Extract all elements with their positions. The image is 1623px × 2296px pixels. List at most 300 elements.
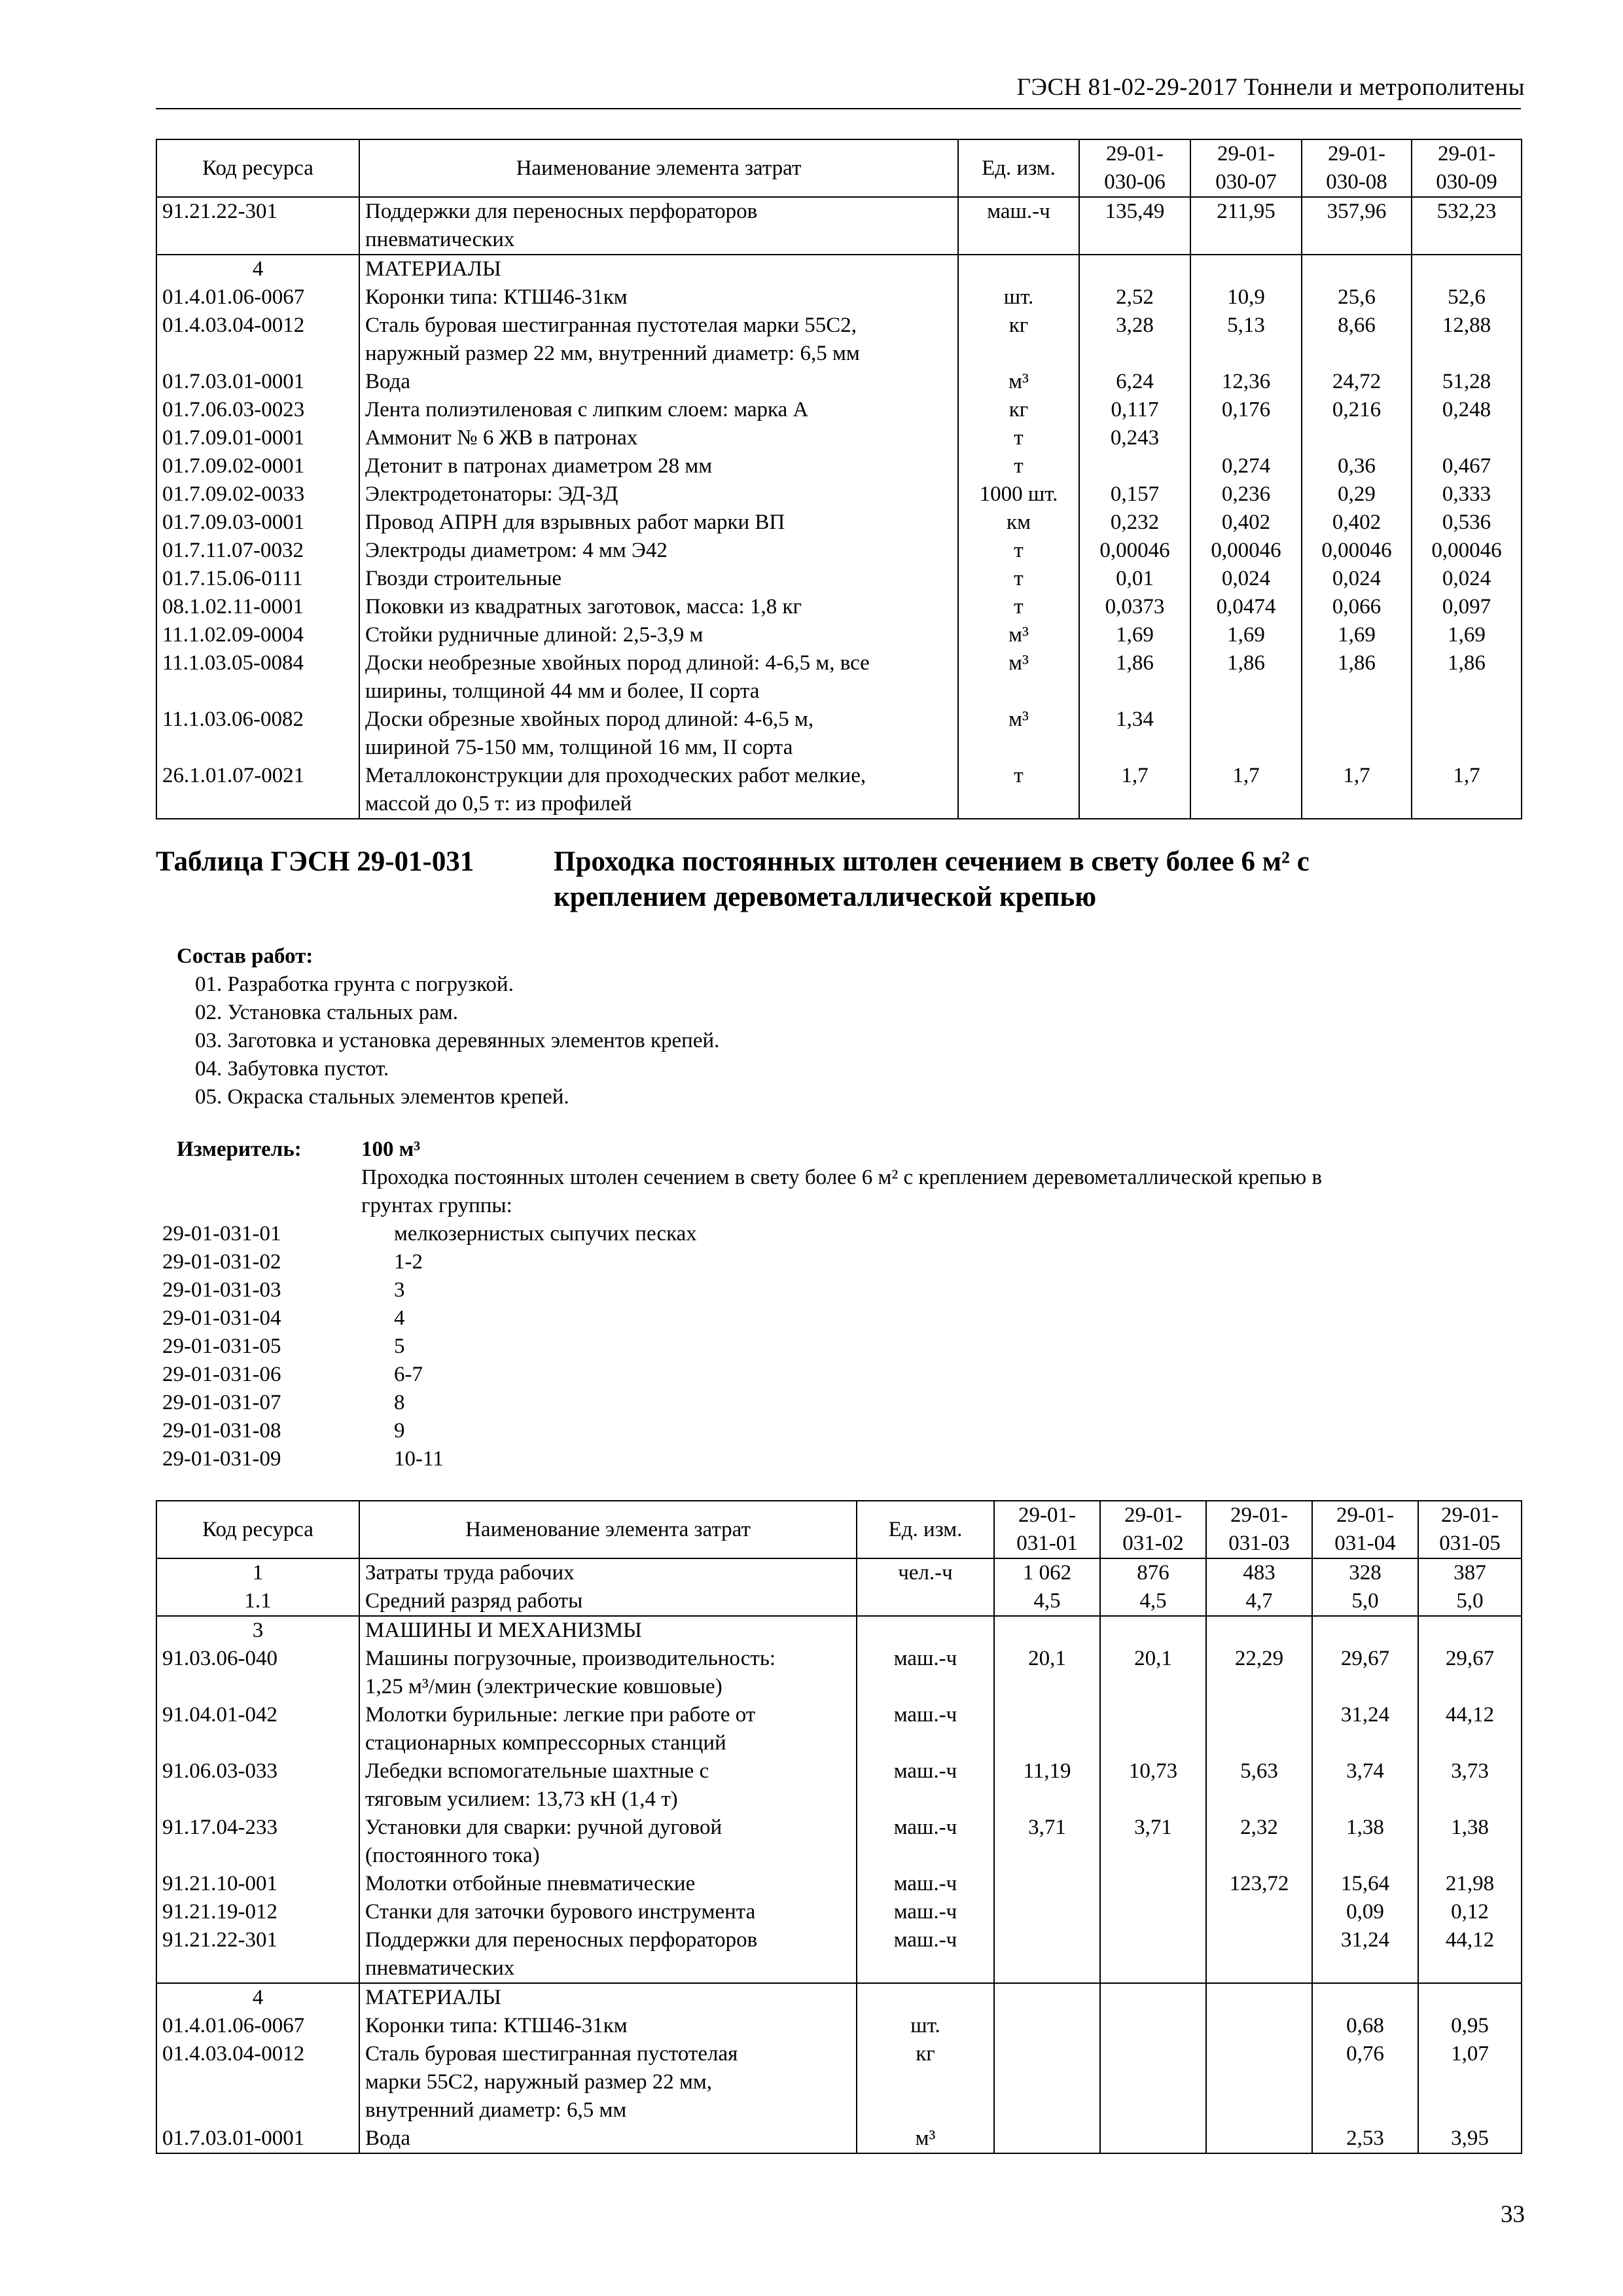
- resource-name-line: шириной 75-150 мм, толщиной 16 мм, II сорта: [365, 736, 793, 759]
- value-cell: 11,19: [994, 1757, 1100, 1814]
- table-row: [156, 197, 1522, 255]
- running-header: ГЭСН 81-02-29-2017 Тоннели и метрополитены: [1016, 74, 1525, 101]
- soil-group-code: 29-01-031-08: [162, 1419, 281, 1443]
- resource-code: 01.4.03.04-0012: [156, 2040, 359, 2125]
- value-cell: 0,216: [1302, 396, 1412, 424]
- value-cell: 1,69: [1302, 621, 1412, 649]
- value-cell: 211,95: [1190, 197, 1302, 255]
- column-header: [1206, 1501, 1312, 1558]
- column-header: Ед. изм.: [857, 1501, 994, 1558]
- resource-code: 01.7.09.02-0033: [156, 480, 359, 509]
- value-cell: [1302, 424, 1412, 452]
- value-cell: 0,236: [1190, 480, 1302, 509]
- value-cell: 29,67: [1312, 1645, 1418, 1701]
- resource-name-line: Затраты труда рабочих: [365, 1561, 575, 1585]
- value-cell: 0,467: [1412, 452, 1522, 480]
- value-cell: 31,24: [1312, 1701, 1418, 1757]
- resource-code: 91.21.10-001: [156, 1870, 359, 1898]
- value-cell: 483: [1206, 1558, 1312, 1587]
- soil-group-code: 29-01-031-06: [162, 1363, 281, 1386]
- resource-code: 91.06.03-033: [156, 1757, 359, 1814]
- value-cell: 357,96: [1302, 197, 1412, 255]
- work-item: 05. Окраска стальных элементов крепей.: [195, 1085, 569, 1109]
- column-header: [1312, 1501, 1418, 1558]
- resource-name: [359, 480, 958, 509]
- value-cell: 0,333: [1412, 480, 1522, 509]
- unit-cell: м³: [958, 706, 1079, 762]
- value-cell: 532,23: [1412, 197, 1522, 255]
- resource-name-line: Детонит в патронах диаметром 28 мм: [365, 454, 713, 478]
- value-cell: [994, 1898, 1100, 1926]
- resource-name: [359, 1926, 857, 1983]
- column-header-line: 030-07: [1215, 170, 1277, 194]
- soil-group-row: [162, 1304, 697, 1333]
- unit-cell: шт.: [958, 283, 1079, 312]
- value-cell: 1,34: [1079, 706, 1190, 762]
- value-cell: [1412, 706, 1522, 762]
- resource-table-031: [156, 1500, 1522, 2154]
- resource-code: 91.04.01-042: [156, 1701, 359, 1757]
- value-cell: 20,1: [994, 1645, 1100, 1701]
- table-row: [156, 1558, 1522, 1587]
- value-cell: 3,95: [1418, 2125, 1522, 2153]
- value-cell: [1190, 424, 1302, 452]
- soil-group-row: [162, 1361, 697, 1389]
- resource-name-line: Коронки типа: КТШ46-31км: [365, 285, 628, 309]
- value-cell: 0,09: [1312, 1898, 1418, 1926]
- value-cell: 0,176: [1190, 396, 1302, 424]
- table-row: [156, 452, 1522, 480]
- unit-cell: [857, 1587, 994, 1616]
- value-cell: 0,68: [1312, 2012, 1418, 2040]
- resource-name: [359, 1587, 857, 1616]
- soil-group-text: 4: [394, 1306, 405, 1330]
- value-cell: 21,98: [1418, 1870, 1522, 1898]
- resource-name-line: Аммонит № 6 ЖВ в патронах: [365, 426, 638, 450]
- value-cell: 0,232: [1079, 509, 1190, 537]
- value-cell: 1,86: [1302, 649, 1412, 706]
- soil-group-code: 29-01-031-01: [162, 1222, 281, 1246]
- value-cell: 1,38: [1312, 1814, 1418, 1870]
- resource-name-line: Доски обрезные хвойных пород длиной: 4-6,5 м,: [365, 708, 814, 731]
- value-cell: 24,72: [1302, 368, 1412, 396]
- value-cell: 1,69: [1079, 621, 1190, 649]
- value-cell: 0,248: [1412, 396, 1522, 424]
- resource-code: 01.7.03.01-0001: [156, 2125, 359, 2153]
- resource-name-line: Стойки рудничные длиной: 2,5-3,9 м: [365, 623, 704, 647]
- value-cell: 0,0373: [1079, 593, 1190, 621]
- value-cell: 0,402: [1302, 509, 1412, 537]
- resource-name-line: МАТЕРИАЛЫ: [365, 257, 501, 281]
- value-cell: 29,67: [1418, 1645, 1522, 1701]
- resource-name-line: внутренний диаметр: 6,5 мм: [365, 2098, 627, 2122]
- table-title: [554, 844, 1496, 915]
- resource-code: 01.7.09.01-0001: [156, 424, 359, 452]
- section-row: [156, 1983, 1522, 2012]
- value-cell: [1206, 1701, 1312, 1757]
- resource-name: [359, 1814, 857, 1870]
- value-cell: 15,64: [1312, 1870, 1418, 1898]
- column-header: Ед. изм.: [958, 139, 1079, 197]
- resource-code: 01.7.03.01-0001: [156, 368, 359, 396]
- unit-cell: маш.-ч: [857, 1814, 994, 1870]
- value-cell: 4,5: [994, 1587, 1100, 1616]
- resource-code: 01.7.11.07-0032: [156, 537, 359, 565]
- value-cell: [1100, 2040, 1206, 2125]
- resource-name-line: Вода: [365, 2126, 410, 2150]
- value-cell: [994, 1616, 1100, 1645]
- value-cell: 2,32: [1206, 1814, 1312, 1870]
- resource-name: [359, 1701, 857, 1757]
- soil-group-text: 9: [394, 1419, 405, 1443]
- column-header-line: 030-08: [1326, 170, 1387, 194]
- column-header-line: 29-01-: [1106, 142, 1164, 166]
- unit-cell: м³: [958, 368, 1079, 396]
- resource-name: [359, 565, 958, 593]
- unit-cell: [958, 255, 1079, 283]
- value-cell: 1,7: [1079, 762, 1190, 819]
- soil-group-code: 29-01-031-07: [162, 1391, 281, 1414]
- value-cell: 0,536: [1412, 509, 1522, 537]
- value-cell: 4,5: [1100, 1587, 1206, 1616]
- soil-group-row: [162, 1248, 697, 1276]
- resource-name-line: Вода: [365, 370, 410, 393]
- unit-cell: т: [958, 593, 1079, 621]
- unit-cell: т: [958, 762, 1079, 819]
- unit-cell: м³: [857, 2125, 994, 2153]
- unit-cell: м³: [958, 649, 1079, 706]
- value-cell: [1100, 1870, 1206, 1898]
- resource-name: [359, 593, 958, 621]
- value-cell: 5,0: [1312, 1587, 1418, 1616]
- resource-code: 01.4.01.06-0067: [156, 283, 359, 312]
- value-cell: [1100, 1983, 1206, 2012]
- work-item: 04. Забутовка пустот.: [195, 1057, 389, 1081]
- value-cell: 8,66: [1302, 312, 1412, 368]
- resource-code: 11.1.03.05-0084: [156, 649, 359, 706]
- value-cell: 1 062: [994, 1558, 1100, 1587]
- column-header-line: 29-01-: [1124, 1503, 1182, 1527]
- unit-cell: маш.-ч: [857, 1645, 994, 1701]
- value-cell: [1206, 2040, 1312, 2125]
- unit-cell: маш.-ч: [857, 1926, 994, 1983]
- resource-code: 91.17.04-233: [156, 1814, 359, 1870]
- resource-name: [359, 2125, 857, 2153]
- value-cell: 0,00046: [1190, 537, 1302, 565]
- table-row: [156, 1814, 1522, 1870]
- value-cell: 5,13: [1190, 312, 1302, 368]
- value-cell: 10,73: [1100, 1757, 1206, 1814]
- table-row: [156, 565, 1522, 593]
- value-cell: [994, 1983, 1100, 2012]
- soil-group-row: [162, 1276, 697, 1304]
- value-cell: 4,7: [1206, 1587, 1312, 1616]
- value-cell: [1190, 255, 1302, 283]
- resource-code: 01.7.09.03-0001: [156, 509, 359, 537]
- table-row: [156, 368, 1522, 396]
- resource-name: [359, 255, 958, 283]
- resource-name: [359, 283, 958, 312]
- unit-cell: кг: [958, 312, 1079, 368]
- column-header: Наименование элемента затрат: [359, 139, 958, 197]
- table-row: [156, 649, 1522, 706]
- value-cell: 0,01: [1079, 565, 1190, 593]
- table-row: [156, 480, 1522, 509]
- resource-name-line: Поддержки для переносных перфораторов: [365, 1928, 758, 1952]
- table-row: [156, 762, 1522, 819]
- value-cell: [994, 2040, 1100, 2125]
- resource-name-line: Поддержки для переносных перфораторов: [365, 200, 758, 223]
- resource-name: [359, 396, 958, 424]
- resource-code: 01.7.06.03-0023: [156, 396, 359, 424]
- resource-name: [359, 312, 958, 368]
- value-cell: [1418, 1983, 1522, 2012]
- resource-code: 11.1.02.09-0004: [156, 621, 359, 649]
- value-cell: [994, 1926, 1100, 1983]
- resource-code: 91.21.22-301: [156, 197, 359, 255]
- table-row: [156, 424, 1522, 452]
- value-cell: [1412, 255, 1522, 283]
- value-cell: 0,29: [1302, 480, 1412, 509]
- resource-name-line: Молотки отбойные пневматические: [365, 1872, 696, 1895]
- value-cell: 3,71: [994, 1814, 1100, 1870]
- value-cell: 876: [1100, 1558, 1206, 1587]
- soil-group-code: 29-01-031-09: [162, 1447, 281, 1471]
- soil-group-text: 6-7: [394, 1363, 423, 1386]
- soil-group-code: 29-01-031-05: [162, 1335, 281, 1358]
- value-cell: [1302, 255, 1412, 283]
- column-header-line: 030-09: [1436, 170, 1497, 194]
- value-cell: [1100, 1898, 1206, 1926]
- resource-code: 4: [156, 1983, 359, 2012]
- table-row: [156, 706, 1522, 762]
- value-cell: [1100, 1616, 1206, 1645]
- resource-code: 4: [156, 255, 359, 283]
- resource-name-line: Установки для сварки: ручной дуговой: [365, 1816, 722, 1839]
- resource-code: 11.1.03.06-0082: [156, 706, 359, 762]
- unit-cell: 1000 шт.: [958, 480, 1079, 509]
- resource-name-line: ширины, толщиной 44 мм и более, II сорта: [365, 679, 760, 703]
- resource-table-030: [156, 139, 1522, 819]
- value-cell: [1100, 2012, 1206, 2040]
- column-header-line: 29-01-: [1018, 1503, 1076, 1527]
- resource-name: [359, 368, 958, 396]
- column-header: [1079, 139, 1190, 197]
- resource-name: [359, 1616, 857, 1645]
- value-cell: 44,12: [1418, 1701, 1522, 1757]
- measure-description-line: грунтах группы:: [361, 1194, 512, 1217]
- soil-group-row: [162, 1220, 697, 1248]
- resource-name-line: Доски необрезные хвойных пород длиной: 4-6,5 м, все: [365, 651, 870, 675]
- value-cell: [1312, 1616, 1418, 1645]
- value-cell: 2,52: [1079, 283, 1190, 312]
- column-header-line: 29-01-: [1217, 142, 1275, 166]
- resource-name: [359, 1757, 857, 1814]
- table-row: [156, 396, 1522, 424]
- table-row: [156, 1926, 1522, 1983]
- resource-code: 08.1.02.11-0001: [156, 593, 359, 621]
- value-cell: 3,74: [1312, 1757, 1418, 1814]
- value-cell: [1206, 1616, 1312, 1645]
- resource-code: 01.7.09.02-0001: [156, 452, 359, 480]
- column-header-line: 29-01-: [1438, 142, 1495, 166]
- unit-cell: [857, 1616, 994, 1645]
- table-row: [156, 537, 1522, 565]
- value-cell: 0,243: [1079, 424, 1190, 452]
- value-cell: [1100, 1701, 1206, 1757]
- resource-code: 26.1.01.07-0021: [156, 762, 359, 819]
- table-row: [156, 1701, 1522, 1757]
- value-cell: [1206, 1926, 1312, 1983]
- resource-name-line: Провод АПРН для взрывных работ марки ВП: [365, 511, 785, 534]
- unit-cell: кг: [857, 2040, 994, 2125]
- value-cell: [1190, 706, 1302, 762]
- column-header: [1418, 1501, 1522, 1558]
- table-title-line: Проходка постоянных штолен сечением в свету более 6 м² с: [554, 846, 1310, 877]
- value-cell: 0,00046: [1302, 537, 1412, 565]
- value-cell: 6,24: [1079, 368, 1190, 396]
- table-row: [156, 283, 1522, 312]
- value-cell: 1,07: [1418, 2040, 1522, 2125]
- resource-name-line: (постоянного тока): [365, 1844, 540, 1867]
- table-row: [156, 2012, 1522, 2040]
- resource-name: [359, 424, 958, 452]
- value-cell: 3,71: [1100, 1814, 1206, 1870]
- value-cell: 0,0474: [1190, 593, 1302, 621]
- unit-cell: шт.: [857, 2012, 994, 2040]
- value-cell: 2,53: [1312, 2125, 1418, 2153]
- value-cell: 1,86: [1079, 649, 1190, 706]
- work-composition-title: Состав работ:: [177, 944, 313, 968]
- resource-name-line: Коронки типа: КТШ46-31км: [365, 2014, 628, 2037]
- column-header-line: 031-01: [1016, 1532, 1078, 1555]
- table-row: [156, 1870, 1522, 1898]
- column-header: [1100, 1501, 1206, 1558]
- column-header: Наименование элемента затрат: [359, 1501, 857, 1558]
- column-header-line: 29-01-: [1230, 1503, 1288, 1527]
- value-cell: [1100, 2125, 1206, 2153]
- table-title-line: креплением деревометаллической крепью: [554, 882, 1097, 912]
- resource-name-line: Станки для заточки бурового инструмента: [365, 1900, 756, 1924]
- value-cell: 1,7: [1302, 762, 1412, 819]
- soil-group-text: 1-2: [394, 1250, 423, 1274]
- value-cell: 52,6: [1412, 283, 1522, 312]
- resource-name: [359, 1983, 857, 2012]
- table-number: Таблица ГЭСН 29-01-031: [156, 846, 474, 877]
- value-cell: 0,36: [1302, 452, 1412, 480]
- unit-cell: маш.-ч: [857, 1898, 994, 1926]
- value-cell: 12,36: [1190, 368, 1302, 396]
- soil-group-row: [162, 1333, 697, 1361]
- resource-name-line: Сталь буровая шестигранная пустотелая марки 55С2,: [365, 314, 857, 337]
- section-row: [156, 1616, 1522, 1645]
- soil-groups-list: [162, 1220, 697, 1473]
- resource-code: 01.4.03.04-0012: [156, 312, 359, 368]
- resource-name: [359, 537, 958, 565]
- value-cell: 387: [1418, 1558, 1522, 1587]
- value-cell: [994, 1701, 1100, 1757]
- resource-name: [359, 2012, 857, 2040]
- column-header: Код ресурса: [156, 1501, 359, 1558]
- value-cell: [1079, 452, 1190, 480]
- value-cell: 135,49: [1079, 197, 1190, 255]
- value-cell: 5,0: [1418, 1587, 1522, 1616]
- value-cell: 44,12: [1418, 1926, 1522, 1983]
- unit-cell: чел.-ч: [857, 1558, 994, 1587]
- resource-name: [359, 2040, 857, 2125]
- resource-name-line: пневматических: [365, 228, 515, 251]
- table-row: [156, 509, 1522, 537]
- resource-code: 91.03.06-040: [156, 1645, 359, 1701]
- unit-cell: т: [958, 424, 1079, 452]
- unit-cell: м³: [958, 621, 1079, 649]
- value-cell: [994, 2125, 1100, 2153]
- value-cell: 12,88: [1412, 312, 1522, 368]
- resource-name-line: пневматических: [365, 1956, 515, 1980]
- value-cell: 1,69: [1412, 621, 1522, 649]
- resource-name-line: Гвозди строительные: [365, 567, 562, 590]
- resource-code: 01.4.01.06-0067: [156, 2012, 359, 2040]
- resource-code: 3: [156, 1616, 359, 1645]
- value-cell: [994, 1870, 1100, 1898]
- soil-group-row: [162, 1417, 697, 1445]
- header-rule: [156, 108, 1521, 109]
- value-cell: [1206, 2125, 1312, 2153]
- page-number: 33: [1501, 2201, 1525, 2228]
- value-cell: 1,7: [1190, 762, 1302, 819]
- value-cell: 1,69: [1190, 621, 1302, 649]
- resource-name-line: Поковки из квадратных заготовок, масса: 1,8 кг: [365, 595, 802, 619]
- table-row: [156, 2125, 1522, 2153]
- soil-group-code: 29-01-031-03: [162, 1278, 281, 1302]
- resource-name-line: Средний разряд работы: [365, 1589, 583, 1613]
- value-cell: 31,24: [1312, 1926, 1418, 1983]
- resource-name-line: стационарных компрессорных станций: [365, 1731, 726, 1755]
- soil-group-text: 8: [394, 1391, 405, 1414]
- resource-name: [359, 452, 958, 480]
- value-cell: 3,73: [1418, 1757, 1522, 1814]
- table-row: [156, 1898, 1522, 1926]
- resource-name: [359, 762, 958, 819]
- value-cell: 0,097: [1412, 593, 1522, 621]
- unit-cell: км: [958, 509, 1079, 537]
- work-item: 03. Заготовка и установка деревянных элементов крепей.: [195, 1029, 720, 1052]
- value-cell: 0,402: [1190, 509, 1302, 537]
- value-cell: [1312, 1983, 1418, 2012]
- column-header: [1302, 139, 1412, 197]
- resource-code: 1.1: [156, 1587, 359, 1616]
- resource-name: [359, 621, 958, 649]
- column-header-line: 29-01-: [1336, 1503, 1394, 1527]
- resource-name-line: Лебедки вспомогательные шахтные с: [365, 1759, 709, 1783]
- value-cell: 3,28: [1079, 312, 1190, 368]
- value-cell: 20,1: [1100, 1645, 1206, 1701]
- soil-group-code: 29-01-031-04: [162, 1306, 281, 1330]
- column-header-line: 29-01-: [1328, 142, 1385, 166]
- resource-name: [359, 649, 958, 706]
- column-header: Код ресурса: [156, 139, 359, 197]
- unit-cell: маш.-ч: [857, 1701, 994, 1757]
- work-composition: [177, 942, 719, 1111]
- value-cell: 51,28: [1412, 368, 1522, 396]
- soil-group-code: 29-01-031-02: [162, 1250, 281, 1274]
- section-row: [156, 255, 1522, 283]
- measure-description-line: Проходка постоянных штолен сечением в свету более 6 м² с креплением деревометаллической крепью в: [361, 1166, 1323, 1189]
- resource-code: 91.21.22-301: [156, 1926, 359, 1983]
- table-row: [156, 593, 1522, 621]
- value-cell: 328: [1312, 1558, 1418, 1587]
- unit-cell: [857, 1983, 994, 2012]
